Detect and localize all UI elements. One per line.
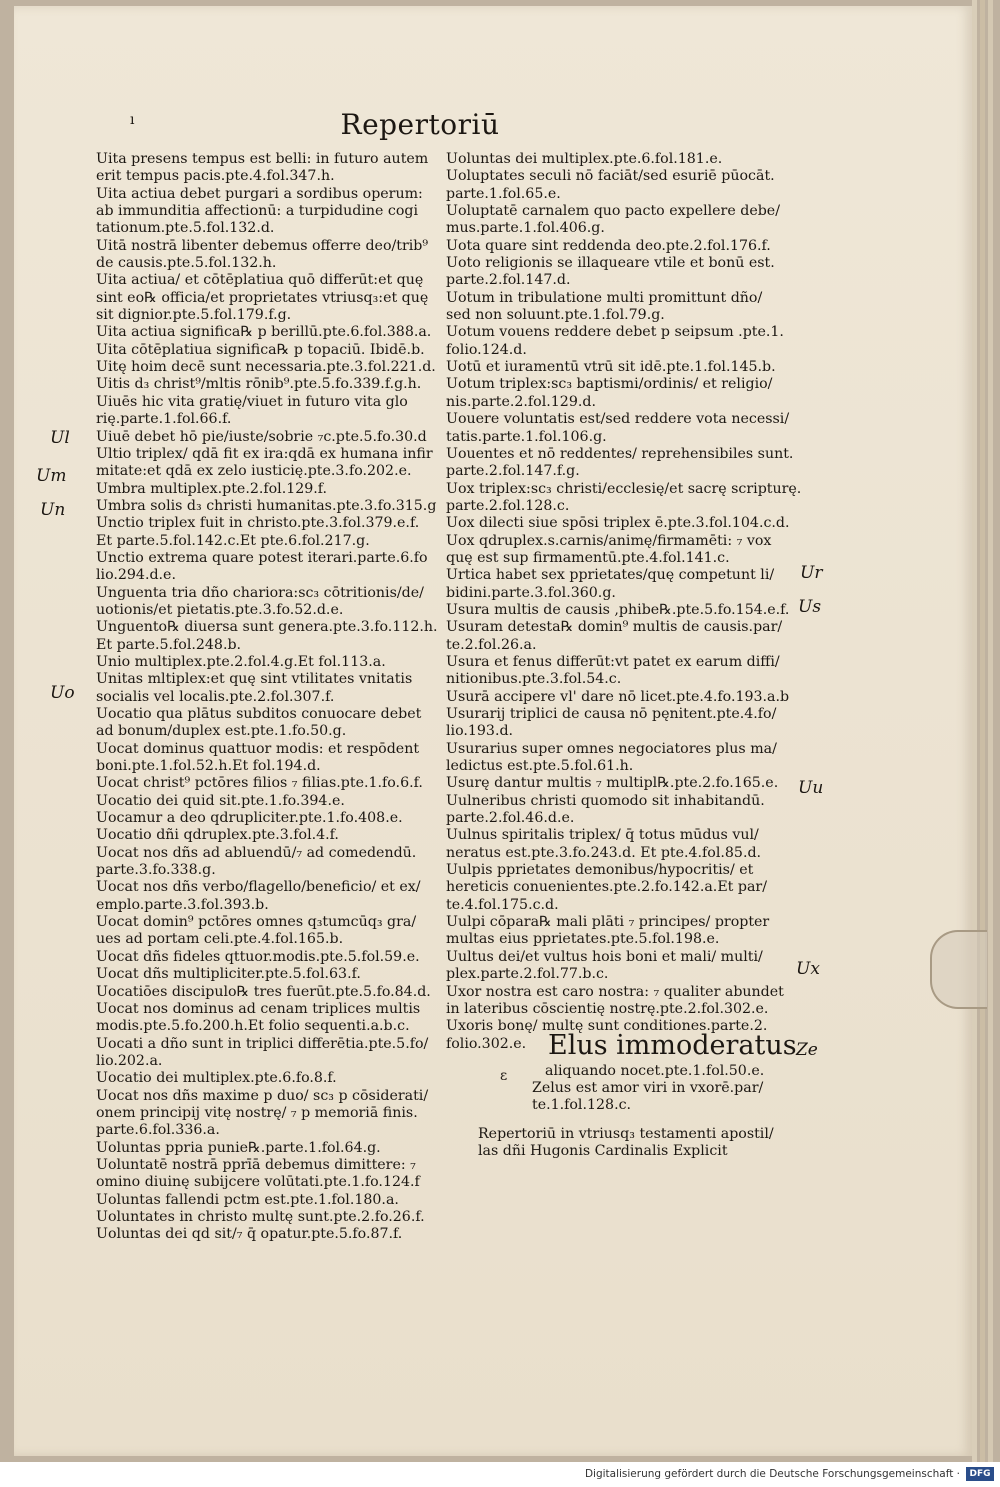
right-column	[446, 151, 801, 1053]
index-entry-line: sit dignior.pte.5.fol.179.f.g.	[96, 307, 292, 324]
index-entry-line: Uita cōtēplatiua significa℞ p topaciū. Ibidē.b.	[96, 341, 425, 358]
index-entry-line: Uocatiōes discipulo℞ tres fuerūt.pte.5.fo.84.d.	[96, 983, 431, 1000]
zelus-line: Zelus est amor viri in vxorē.par/	[532, 1080, 764, 1096]
index-entry-line: lio.193.d.	[446, 723, 514, 740]
index-entry-line: mitate:et qdā ex zelo iusticię.pte.3.fo.202.e.	[96, 463, 412, 480]
index-entry-line: Uoluntatē nostrā pprīā debemus dimittere: ₇	[96, 1156, 416, 1173]
index-entry-line: Uocatio qua plātus subditos conuocare debet	[96, 706, 422, 722]
index-entry-line: parte.2.fol.147.d.	[446, 272, 571, 289]
index-entry-line: Uotum in tribulatione multi promittunt dño/	[446, 289, 763, 306]
index-entry-line: Uxor nostra est caro nostra: ₇ qualiter abundet	[446, 983, 784, 1000]
index-entry-line: tatis.parte.1.fol.106.g.	[446, 428, 607, 445]
index-entry-line: folio.124.d.	[446, 341, 527, 358]
index-entry-line: Uotum triplex:sc₃ baptismi/ordinis/ et religio/	[446, 376, 773, 393]
signature-mark: ɛ	[500, 1068, 508, 1084]
index-entry-line: lio.294.d.e.	[96, 567, 176, 584]
index-entry-line: Uoluptatē carnalem quo pacto expellere debe/	[446, 203, 780, 220]
page-edge	[972, 0, 977, 1462]
index-entry-line: Uiuēs hic vita gratię/viuet in futuro vita glo	[96, 393, 408, 410]
margin-note-left: Un	[40, 500, 66, 520]
margin-note-left: Um	[36, 466, 67, 486]
index-entry-line: Usura multis de causis ,phibe℞.pte.5.fo.154.e.f.	[446, 601, 790, 618]
index-entry-line: Uoluntas dei multiplex.pte.6.fol.181.e.	[446, 151, 723, 167]
index-entry-line: Uitę hoim decē sunt necessaria.pte.3.fol.221.d.	[96, 359, 436, 376]
index-entry-line: Usurā accipere vl' dare nō licet.pte.4.fo.193.a.b	[446, 688, 790, 705]
index-entry-line: Uouere voluntatis est/sed reddere vota necessi/	[446, 411, 790, 428]
index-entry-line: parte.2.fol.128.c.	[446, 497, 570, 514]
index-entry-line: Uocatio dei quid sit.pte.1.fo.394.e.	[96, 792, 345, 809]
left-column	[96, 151, 438, 1244]
index-entry-line: parte.2.fol.46.d.e.	[446, 810, 575, 827]
index-entry-line: Usurę dantur multis ₇ multipl℞.pte.2.fo.165.e.	[446, 775, 779, 792]
explicit-line: Repertoriū in vtriusq₃ testamenti apostil/	[478, 1126, 774, 1142]
index-entry-line: Uocat nos dñs verbo/flagello/beneficio/ et ex/	[96, 879, 421, 896]
margin-note-right: Uu	[798, 778, 824, 798]
index-entry-line: emplo.parte.3.fol.393.b.	[96, 896, 269, 913]
index-entry-line: Et parte.5.fol.142.c.Et pte.6.fol.217.g.	[96, 532, 370, 549]
index-entry-line: Uocat dñs fideles qttuor.modis.pte.5.fol.59.e.	[96, 948, 420, 965]
margin-note-left: Ul	[50, 428, 70, 448]
index-entry-line: quę est sup firmamentū.pte.4.fol.141.c.	[446, 549, 730, 566]
index-entry-line: Ultio triplex/ qdā fit ex ira:qdā ex humana infir	[96, 445, 433, 462]
index-entry-line: neratus est.pte.3.fo.243.d. Et pte.4.fol.85.d.	[446, 844, 762, 861]
margin-note-right: Ur	[800, 563, 823, 583]
index-entry-line: Uulpi cōpara℞ mali plāti ₇ principes/ propter	[446, 914, 770, 931]
zelus-heading: Elus immoderatus	[548, 1030, 797, 1061]
index-entry-line: te.4.fol.175.c.d.	[446, 896, 559, 913]
index-entry-line: Uox qdruplex.s.carnis/animę/firmamēti: ₇ vox	[446, 532, 772, 549]
index-entry-line: erit tempus pacis.pte.4.fol.347.h.	[96, 168, 335, 185]
index-entry-line: Urtica habet sex pprietates/quę competunt li/	[446, 567, 775, 584]
index-entry-line: folio.302.e.	[446, 1035, 527, 1052]
index-entry-line: Uouentes et nō reddentes/ reprehensibiles sunt.	[446, 445, 794, 462]
index-entry-line: Uocat dominus quattuor modis: et respōdent	[96, 740, 420, 757]
index-entry-line: Uita presens tempus est belli: in futuro autem	[96, 151, 429, 167]
index-entry-line: Uota quare sint reddenda deo.pte.2.fol.176.f.	[446, 237, 771, 254]
index-entry-line: Uocatio dñi qdruplex.pte.3.fol.4.f.	[96, 827, 339, 844]
index-entry-line: hereticis conuenientes.pte.2.fo.142.a.Et par/	[446, 879, 767, 896]
index-entry-line: in lateribus cōscientię nostrę.pte.2.fol.302.e.	[446, 1000, 769, 1017]
index-entry-line: Uocatio dei multiplex.pte.6.fo.8.f.	[96, 1070, 337, 1087]
index-entry-line: Uoluntas dei qd sit/₇ q̄ opatur.pte.5.fo.87.f.	[96, 1226, 403, 1243]
index-entry-line: Uita actiua debet purgari a sordibus operum:	[96, 185, 423, 202]
index-entry-line: Unio multiplex.pte.2.fol.4.g.Et fol.113.a.	[96, 653, 386, 670]
index-entry-line: Uocat domin⁹ pctōres omnes q₃tumcūq₃ gra/	[96, 914, 417, 931]
page-title-text: Repertoriū	[340, 108, 500, 141]
index-entry-line: sed non soluunt.pte.1.fol.79.g.	[446, 307, 665, 324]
index-entry-line: Usuram detesta℞ domin⁹ multis de causis.par/	[446, 619, 783, 636]
explicit-block	[478, 1126, 774, 1161]
index-entry-line: Uoto religionis se illaqueare vtile et bonū est.	[446, 255, 775, 272]
index-entry-line: Uoluntates in christo multę sunt.pte.2.fo.26.f.	[96, 1208, 425, 1225]
index-entry-line: sint eo℞ officia/et proprietates vtriusq₃:et quę	[96, 289, 429, 306]
index-entry-line: Uulnus spiritalis triplex/ q̄ totus mūdus vul/	[446, 827, 759, 844]
margin-note-right: Ux	[796, 959, 820, 979]
margin-note-right: Us	[798, 597, 822, 617]
index-entry-line: Umbra multiplex.pte.2.fol.129.f.	[96, 480, 328, 497]
index-entry-line: tationum.pte.5.fol.132.d.	[96, 220, 275, 237]
index-entry-line: plex.parte.2.fol.77.b.c.	[446, 966, 609, 983]
index-entry-line: Unguenta tria dño chariora:sc₃ cōtritionis/de/	[96, 584, 424, 601]
index-entry-line: multas eius pprietates.pte.5.fol.198.e.	[446, 931, 720, 948]
index-entry-line: ad bonum/duplex est.pte.1.fo.50.g.	[96, 723, 347, 740]
index-entry-line: Uita actiua/ et cōtēplatiua quō differūt:et quę	[96, 272, 424, 289]
index-entry-line: Uultus dei/et vultus hois boni et mali/ multi/	[446, 948, 763, 965]
index-entry-line: Uocat dñs multipliciter.pte.5.fol.63.f.	[96, 966, 361, 983]
index-entry-line: Usurarij triplici de causa nō pęnitent.pte.4.fo/	[446, 706, 777, 722]
index-entry-line: rię.parte.1.fol.66.f.	[96, 411, 232, 428]
margin-note-right: Ze	[796, 1040, 818, 1060]
index-entry-line: socialis vel localis.pte.2.fol.307.f.	[96, 688, 335, 705]
index-entry-line: Usurarius super omnes negociatores plus ma/	[446, 740, 777, 757]
index-entry-line: Et parte.5.fol.248.b.	[96, 636, 242, 653]
page-clip	[930, 930, 987, 1009]
index-entry-line: parte.6.fol.336.a.	[96, 1122, 220, 1139]
index-entry-line: boni.pte.1.fol.52.h.Et fol.194.d.	[96, 758, 321, 775]
index-entry-line: de causis.pte.5.fol.132.h.	[96, 255, 277, 272]
index-entry-line: mus.parte.1.fol.406.g.	[446, 220, 605, 237]
index-entry-line: Uocat christ⁹ pctōres filios ₇ filias.pte.1.fo.6.f.	[96, 775, 423, 792]
index-entry-line: omino diuinę subijcere volūtati.pte.1.fo.124.f	[96, 1174, 420, 1191]
index-entry-line: Uxoris bonę/ multę sunt conditiones.parte.2.	[446, 1018, 768, 1035]
index-entry-line: onem principij vitę nostrę/ ₇ p memoriā finis.	[96, 1104, 418, 1121]
page-title	[0, 108, 1000, 141]
index-entry-line: Uox triplex:sc₃ christi/ecclesię/et sacrę scripturę.	[446, 480, 802, 497]
index-entry-line: Unguento℞ diuersa sunt genera.pte.3.fo.112.h.	[96, 619, 438, 636]
index-entry-line: Uocati a dño sunt in triplici differētia.pte.5.fo/	[96, 1035, 429, 1052]
index-entry-line: Uoluntas fallendi pctm est.pte.1.fol.180.a.	[96, 1191, 399, 1208]
page-edge	[988, 0, 993, 1462]
dfg-logo: DFG	[966, 1467, 994, 1481]
index-entry-line: parte.3.fo.338.g.	[96, 862, 216, 879]
index-entry-line: uotionis/et pietatis.pte.3.fo.52.d.e.	[96, 601, 344, 618]
index-entry-line: Uoluptates seculi nō faciāt/sed esuriē pūocāt.	[446, 168, 775, 185]
index-entry-line: te.2.fol.26.a.	[446, 636, 537, 653]
page-tick-mark: ı	[130, 112, 135, 128]
index-entry-line: Uocat nos dñs ad abluendū/₇ ad comedendū.	[96, 844, 417, 861]
index-entry-line: Uotum vouens reddere debet p seipsum .pte.1.	[446, 324, 784, 341]
index-entry-line: Uocat nos dñs maxime p duo/ sc₃ p cōsiderati/	[96, 1087, 429, 1104]
zelus-line: aliquando nocet.pte.1.fol.50.e.	[545, 1063, 765, 1079]
index-entry-line: Uiuē debet hō pie/iuste/sobrie ₇c.pte.5.fo.30.d	[96, 428, 427, 445]
index-entry-line: ledictus est.pte.5.fol.61.h.	[446, 758, 634, 775]
zelus-line: te.1.fol.128.c.	[532, 1097, 632, 1113]
index-entry-line: Uox dilecti siue spōsi triplex ē.pte.3.fol.104.c.d.	[446, 515, 790, 532]
index-entry-line: lio.202.a.	[96, 1052, 163, 1069]
index-entry-line: Umbra solis d₃ christi humanitas.pte.3.fo.315.g	[96, 497, 437, 514]
index-entry-line: Uotū et iuramentū vtrū sit idē.pte.1.fol.145.b.	[446, 359, 776, 376]
index-entry-line: parte.2.fol.147.f.g.	[446, 463, 580, 480]
page-edge	[980, 0, 985, 1462]
index-entry-line: bidini.parte.3.fol.360.g.	[446, 584, 616, 601]
index-entry-line: Uitā nostrā libenter debemus offerre deo/trib⁹	[96, 237, 429, 254]
index-entry-line: Unctio extrema quare potest iterari.parte.6.fo	[96, 549, 428, 566]
index-entry-line: Uoluntas ppria punie℞.parte.1.fol.64.g.	[96, 1139, 381, 1156]
footer-bar	[0, 1462, 1000, 1487]
index-entry-line: modis.pte.5.fo.200.h.Et folio sequenti.a.b.c.	[96, 1018, 410, 1035]
explicit-line: las dñi Hugonis Cardinalis Explicit	[478, 1143, 728, 1160]
index-entry-line: Uita actiua significa℞ p berillū.pte.6.fol.388.a.	[96, 324, 432, 341]
index-entry-line: Uocamur a deo qdrupliciter.pte.1.fo.408.e.	[96, 810, 403, 827]
index-entry-line: nis.parte.2.fol.129.d.	[446, 393, 596, 410]
index-entry-line: Uulneribus christi quomodo sit inhabitandū.	[446, 792, 765, 809]
index-entry-line: parte.1.fol.65.e.	[446, 185, 561, 202]
index-entry-line: ues ad portam celi.pte.4.fol.165.b.	[96, 931, 344, 948]
index-entry-line: Uitis d₃ christ⁹/mltis rōnib⁹.pte.5.fo.339.f.g.h.	[96, 376, 422, 393]
index-entry-line: ab immunditia affectionū: a turpidudine cogi	[96, 203, 419, 220]
index-entry-line: Unitas mltiplex:et quę sint vtilitates vnitatis	[96, 671, 413, 688]
footer-text: Digitalisierung gefördert durch die Deutsche Forschungsgemeinschaft ·	[584, 1468, 960, 1480]
index-entry-line: Uulpis pprietates demonibus/hypocritis/ et	[446, 862, 754, 879]
margin-note-left: Uo	[50, 683, 75, 703]
index-entry-line: nitionibus.pte.3.fol.54.c.	[446, 671, 622, 688]
index-entry-line: Usura et fenus differūt:vt patet ex earum diffi/	[446, 653, 780, 670]
index-entry-line: Uocat nos dominus ad cenam triplices multis	[96, 1000, 421, 1017]
index-entry-line: Unctio triplex fuit in christo.pte.3.fol.379.e.f.	[96, 515, 420, 532]
